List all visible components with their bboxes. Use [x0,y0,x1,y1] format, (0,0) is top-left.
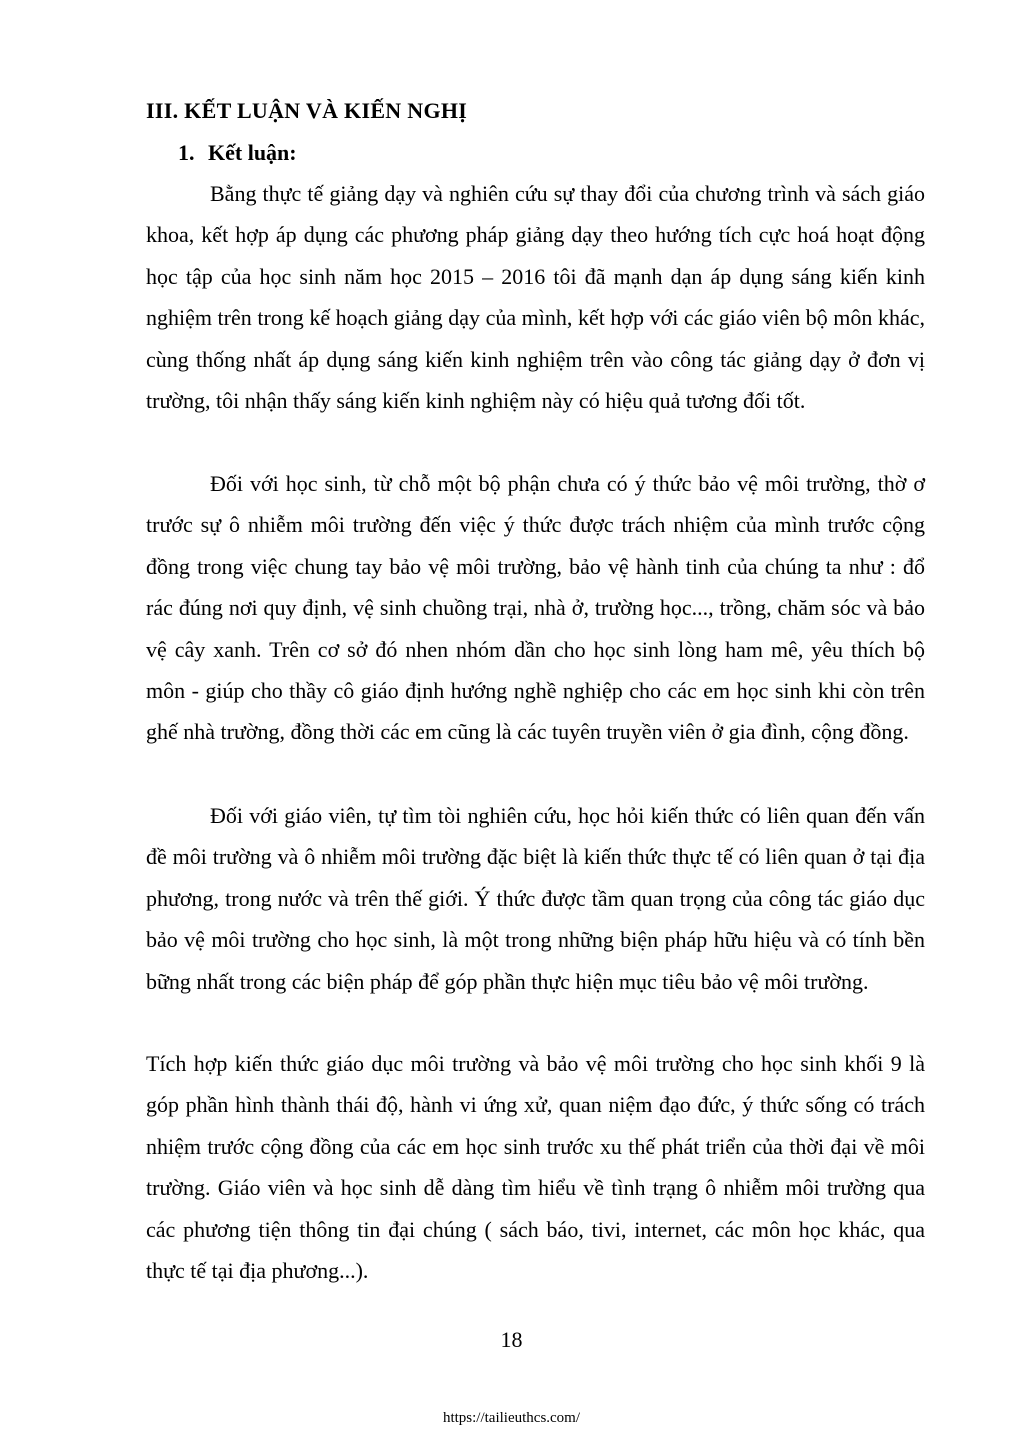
page-number: 18 [500,1327,523,1352]
paragraph: Đối với học sinh, từ chỗ một bộ phận chưa có ý thức bảo vệ môi trường, thờ ơ trước sự ô nhiễm môi trường đến việc ý thức được trách nhiệm của mình trước cộng đồng trong việc chung tay bảo vệ môi trường, bảo vệ hành tinh của chúng ta như : đổ rác đúng nơi quy định, vệ sinh chuồng trại, nhà ở, trường học..., trồng, chăm sóc và bảo vệ cây xanh. Trên cơ sở đó nhen nhóm dần cho học sinh lòng ham mê, yêu thích bộ môn - giúp cho thầy cô giáo định hướng nghề nghiệp cho các em học sinh khi còn trên ghế nhà trường, đồng thời các em cũng là các tuyên truyền viên ở gia đình, cộng đồng. [146,471,925,745]
footer-url[interactable]: https://tailieuthcs.com/ [442,1410,581,1426]
subsection-heading [178,138,297,168]
paragraph-block-2 [146,463,925,753]
paragraph-block-1 [146,173,925,421]
paragraph: Bằng thực tế giảng dạy và nghiên cứu sự thay đổi của chương trình và sách giáo khoa, kết hợp áp dụng các phương pháp giảng dạy theo hướng tích cực hoá hoạt động học tập của học sinh năm học 2015 – 2016 tôi đã mạnh dạn áp dụng sáng kiến kinh nghiệm trên trong kế hoạch giảng dạy của mình, kết hợp với các giáo viên bộ môn khác, cùng thống nhất áp dụng sáng kiến kinh nghiệm trên vào công tác giảng dạy ở đơn vị trường, tôi nhận thấy sáng kiến kinh nghiệm này có hiệu quả tương đối tốt. [146,181,925,414]
paragraph: Đối với giáo viên, tự tìm tòi nghiên cứu, học hỏi kiến thức có liên quan đến vấn đề môi trường và ô nhiễm môi trường đặc biệt là kiến thức thực tế có liên quan ở tại địa phương, trong nước và trên thế giới. Ý thức được tầm quan trọng của công tác giáo dục bảo vệ môi trường cho học sinh, là một trong những biện pháp hữu hiệu và có tính bền bững nhất trong các biện pháp để góp phần thực hiện mục tiêu bảo vệ môi trường. [146,803,925,994]
section-heading: III. KẾT LUẬN VÀ KIẾN NGHỊ [146,98,468,123]
subsection-title: Kết luận: [208,140,297,165]
subsection-number: 1. [178,140,195,165]
paragraph: Tích hợp kiến thức giáo dục môi trường và bảo vệ môi trường cho học sinh khối 9 là góp phần hình thành thái độ, hành vi ứng xử, quan niệm đạo đức, ý thức sống có trách nhiệm trước cộng đồng của các em học sinh trước xu thế phát triển của thời đại về môi trường. Giáo viên và học sinh dễ dàng tìm hiểu về tình trạng ô nhiễm môi trường qua các phương tiện thông tin đại chúng ( sách báo, tivi, internet, các môn học khác, qua thực tế tại địa phương...). [146,1051,925,1284]
paragraph-block-3 [146,795,925,1002]
paragraph-block-4 [146,1043,925,1291]
